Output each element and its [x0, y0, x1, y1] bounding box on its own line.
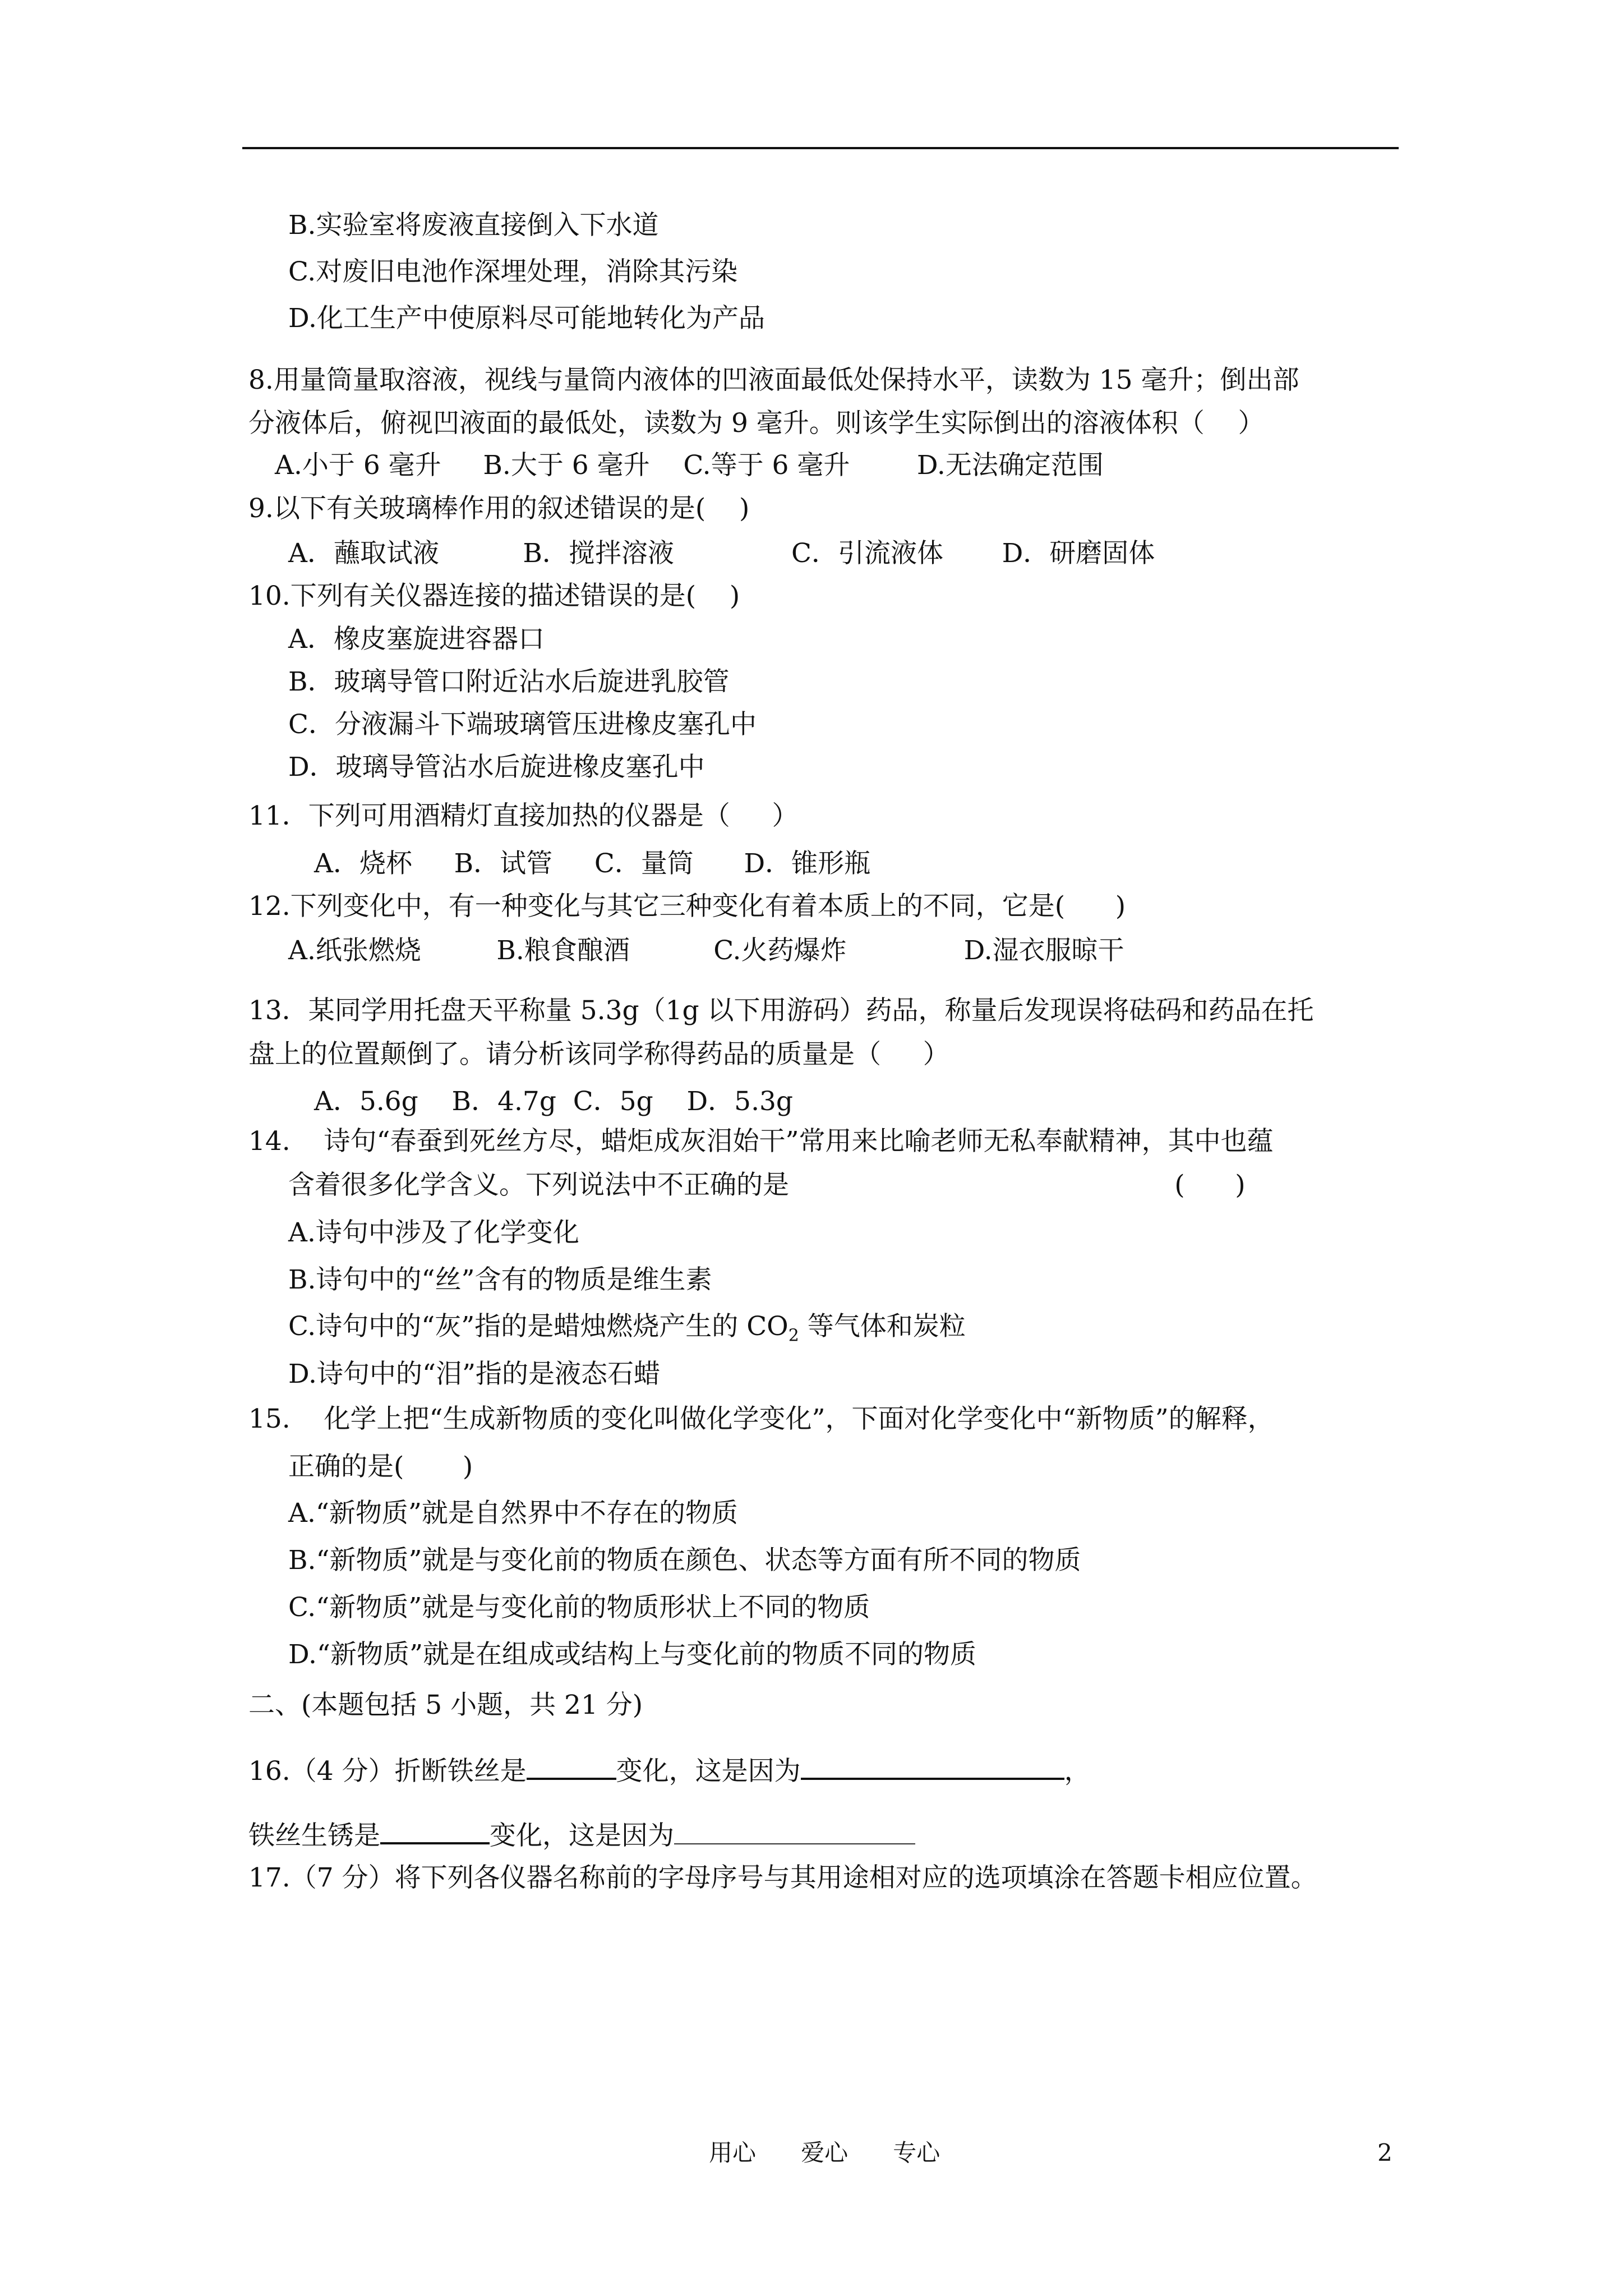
q14-option-d: D.诗句中的“泪”指的是液态石蜡: [288, 1359, 661, 1389]
header-rule: [242, 147, 1399, 149]
q14-option-b: B.诗句中的“丝”含有的物质是维生素: [288, 1264, 712, 1295]
q16-text-2: 变化，这是因为: [616, 1756, 801, 1787]
q10-option-b: B．玻璃导管口附近沾水后旋进乳胶管: [288, 666, 730, 697]
q10-option-d: D．玻璃导管沾水后旋进橡皮塞孔中: [288, 752, 705, 783]
q16-line2: [248, 1818, 915, 1853]
q16-blank-1[interactable]: [527, 1753, 616, 1780]
q12-stem: 12.下列变化中，有一种变化与其它三种变化有着本质上的不同，它是( ): [248, 891, 1126, 922]
q7-option-b: B.实验室将废液直接倒入下水道: [288, 210, 659, 241]
section-2-heading: 二、(本题包括 5 小题，共 21 分): [248, 1690, 643, 1720]
q10-option-a: A．橡皮塞旋进容器口: [288, 624, 545, 655]
q15-stem-line2: 正确的是( ): [288, 1451, 473, 1482]
q7-option-d: D.化工生产中使原料尽可能地转化为产品: [288, 303, 765, 334]
q9-options: A．蘸取试液 B．搅拌溶液 C．引流液体 D．研磨固体: [288, 538, 1155, 569]
q15-option-d: D.“新物质”就是在组成或结构上与变化前的物质不同的物质: [288, 1639, 977, 1670]
q14-option-a: A.诗句中涉及了化学变化: [288, 1217, 579, 1248]
q13-stem-line2: 盘上的位置颠倒了。请分析该同学称得药品的质量是（ ）: [248, 1039, 949, 1070]
q15-stem-line1: 15. 化学上把“生成新物质的变化叫做化学变化”，下面对化学变化中“新物质”的解释，: [248, 1404, 1274, 1434]
q16-text-5: 变化，这是因为: [490, 1820, 674, 1851]
q17-stem: 17.（7 分）将下列各仪器名称前的字母序号与其用途相对应的选项填涂在答题卡相应位置。: [248, 1862, 1317, 1893]
q8-stem-line2: 分液体后，俯视凹液面的最低处，读数为 9 毫升。则该学生实际倒出的溶液体积（ ）: [248, 408, 1265, 439]
q14-option-c-text-end: 等气体和炭粒: [799, 1311, 966, 1342]
q16-blank-4[interactable]: [674, 1819, 915, 1844]
q16-blank-2[interactable]: [801, 1753, 1064, 1780]
page-number: 2: [1377, 2139, 1393, 2166]
q8-options: A.小于 6 毫升 B.大于 6 毫升 C.等于 6 毫升 D.无法确定范围: [275, 450, 1104, 481]
q9-stem: 9.以下有关玻璃棒作用的叙述错误的是( ): [248, 493, 750, 524]
q13-options: A．5.6g B．4.7g C．5g D．5.3g: [314, 1086, 794, 1117]
q14-option-c: [288, 1310, 966, 1352]
q12-options: A.纸张燃烧 B.粮食酿酒 C.火药爆炸 D.湿衣服晾干: [288, 935, 1124, 966]
q16-line1: [248, 1753, 1091, 1788]
q16-text-3: ，: [1064, 1756, 1091, 1787]
q11-options: A．烧杯 B．试管 C．量筒 D．锥形瓶: [314, 848, 871, 879]
q14-stem-line1: 14. 诗句“春蚕到死丝方尽，蜡炬成灰泪始干”常用来比喻老师无私奉献精神，其中也蕴: [248, 1126, 1274, 1157]
co2-subscript: 2: [788, 1326, 799, 1346]
q16-blank-3[interactable]: [380, 1818, 490, 1844]
q7-option-c: C.对废旧电池作深埋处理，消除其污染: [288, 256, 738, 287]
q15-option-c: C.“新物质”就是与变化前的物质形状上不同的物质: [288, 1592, 870, 1623]
q10-option-c: C．分液漏斗下端玻璃管压进橡皮塞孔中: [288, 709, 757, 740]
q15-option-b: B.“新物质”就是与变化前的物质在颜色、状态等方面有所不同的物质: [288, 1545, 1081, 1576]
q10-stem: 10.下列有关仪器连接的描述错误的是( ): [248, 581, 740, 611]
q14-stem-line2: 含着很多化学含义。下列说法中不正确的是 ( ): [288, 1170, 1246, 1200]
q16-text-1: 16.（4 分）折断铁丝是: [248, 1756, 527, 1787]
q16-text-4: 铁丝生锈是: [248, 1820, 380, 1851]
q14-option-c-text: C.诗句中的“灰”指的是蜡烛燃烧产生的 CO: [288, 1311, 789, 1342]
footer-motto: 用心 爱心 专心: [709, 2139, 940, 2166]
q8-stem-line1: 8.用量筒量取溶液，视线与量筒内液体的凹液面最低处保持水平，读数为 15 毫升；倒出部: [248, 365, 1299, 395]
q11-stem: 11．下列可用酒精灯直接加热的仪器是（ ）: [248, 800, 799, 831]
q13-stem-line1: 13．某同学用托盘天平称量 5.3g（1g 以下用游码）药品，称量后发现误将砝码和药品在托: [248, 995, 1314, 1026]
q15-option-a: A.“新物质”就是自然界中不存在的物质: [288, 1498, 738, 1529]
